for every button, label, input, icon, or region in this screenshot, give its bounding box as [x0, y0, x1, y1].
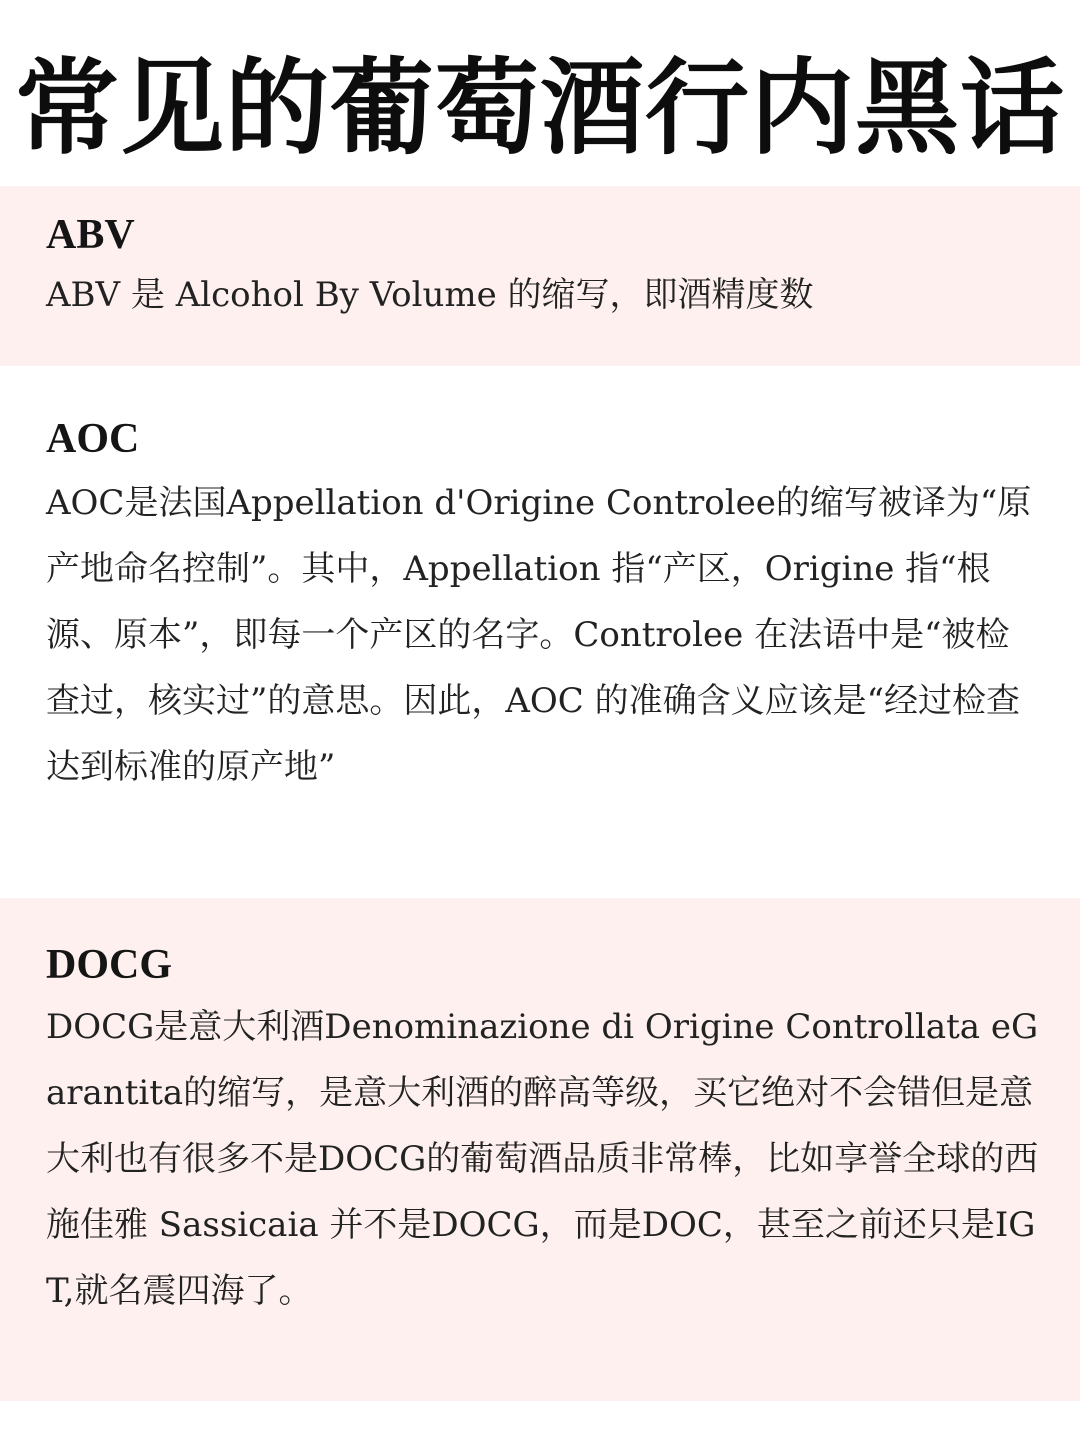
term-section-abv: [0, 186, 1080, 366]
term-heading: ABV: [46, 212, 135, 258]
term-description: ABV 是 Alcohol By Volume 的缩写，即酒精度数: [46, 275, 814, 315]
term-description: AOC是法国Appellation d'Origine Controlee的缩写被译为“原产地命名控制”。其中，Appellation 指“产区，Origine 指“根源、原本”，即每一个产区的名字。Controlee 在法语中是“被检查过，核实过”的意思。因此，AOC 的准确含义应该是“经过检查达到标准的原产地”: [46, 483, 1032, 787]
term-heading: AOC: [46, 416, 140, 462]
term-description: DOCG是意大利酒Denominazione di Origine Controllata eGarantita的缩写，是意大利酒的醉高等级，买它绝对不会错但是意大利也有很多不是DOCG的葡萄酒品质非常棒，比如享誉全球的西施佳雅 Sassicaia 并不是DOCG，而是DOC，甚至之前还只是IGT,就名震四海了。: [46, 1007, 1039, 1311]
term-section-docg: [0, 898, 1080, 1401]
term-heading: DOCG: [46, 942, 172, 988]
term-section-aoc: [0, 366, 1080, 898]
page-title: 常见的葡萄酒行内黑话: [14, 46, 1065, 169]
